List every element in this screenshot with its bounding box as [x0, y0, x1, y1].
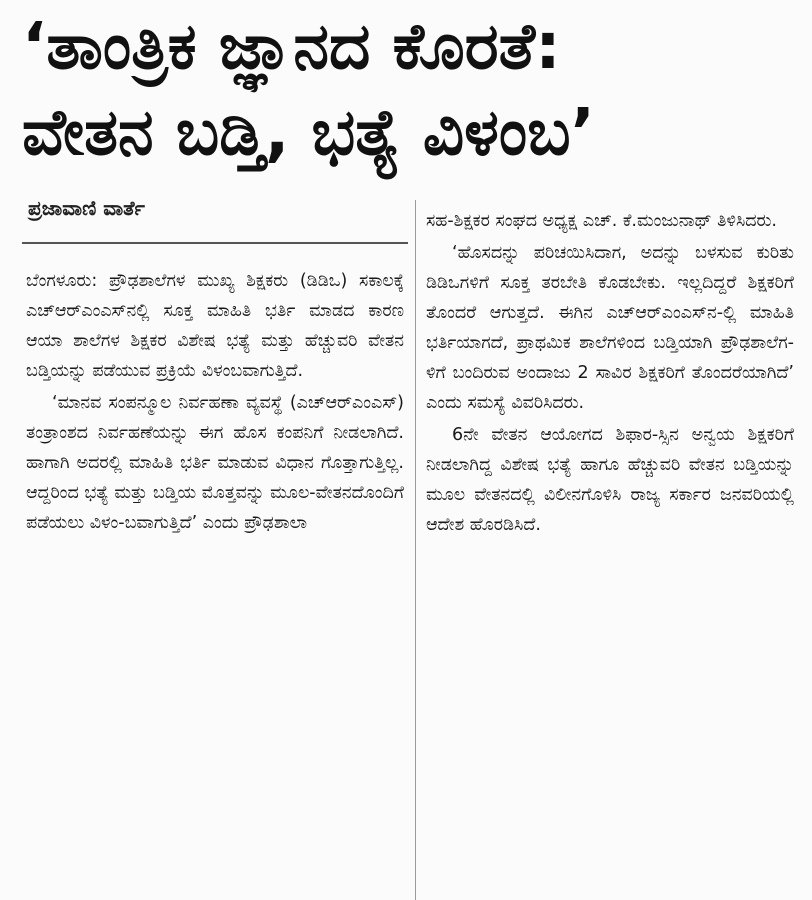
- headline-line-1: ‘ತಾಂತ್ರಿಕ ಜ್ಞಾನದ ಕೊರತೆ:: [22, 10, 561, 84]
- right-paragraph-2: ‘ಹೊಸದನ್ನು ಪರಿಚಯಿಸಿದಾಗ, ಅದನ್ನು ಬಳಸುವ ಕುರಿತು ಡಿಡಿಒಗಳಿಗೆ ಸೂಕ್ತ ತರಬೇತಿ ಕೊಡಬೇಕು. ಇಲ್ಲದಿದ್ದರೆ ಶಿಕ್ಷಕರಿಗೆ ತೊಂದರೆ ಆಗುತ್ತದೆ. ಈಗಿನ ಎಚ್‌ಆರ್‌ಎಂಎಸ್‌ನ-ಲ್ಲಿ ಮಾಹಿತಿ ಭರ್ತಿಯಾಗದೆ, ಪ್ರಾಥಮಿಕ ಶಾಲೆಗಳಿಂದ ಬಡ್ತಿಯಾಗಿ ಪ್ರೌಢಶಾಲೆಗ-ಳಿಗೆ ಬಂದಿರುವ ಅಂದಾಜು 2 ಸಾವಿರ ಶಿಕ್ಷಕರಿಗೆ ತೊಂದರೆಯಾಗಿದೆ’ ಎಂದು ಸಮಸ್ಯೆ ವಿವರಿಸಿದರು.: [426, 243, 794, 413]
- headline: [22, 4, 802, 176]
- left-paragraph-1: ಬೆಂಗಳೂರು: ಪ್ರೌಢಶಾಲೆಗಳ ಮುಖ್ಯ ಶಿಕ್ಷಕರು (ಡಿಡಿಒ) ಸಕಾಲಕ್ಕೆ ಎಚ್‌ಆರ್‌ಎಂಎಸ್‌ನಲ್ಲಿ ಸೂಕ್ತ ಮಾಹಿತಿ ಭರ್ತಿ ಮಾಡದ ಕಾರಣ ಆಯಾ ಶಾಲೆಗಳ ಶಿಕ್ಷಕರ ವಿಶೇಷ ಭತ್ಯೆ ಮತ್ತು ಹೆಚ್ಚುವರಿ ವೇತನ ಬಡ್ತಿಯನ್ನು ಪಡೆಯುವ ಪ್ರಕ್ರಿಯೆ ವಿಳಂಬವಾಗುತ್ತಿದೆ.: [26, 271, 404, 381]
- right-column: [426, 206, 794, 540]
- right-paragraph-1: ಸಹ-ಶಿಕ್ಷಕರ ಸಂಘದ ಅಧ್ಯಕ್ಷ ಎಚ್. ಕೆ.ಮಂಜುನಾಥ್ ತಿಳಿಸಿದರು.: [426, 211, 777, 231]
- right-paragraph-3: 6ನೇ ವೇತನ ಆಯೋಗದ ಶಿಫಾರ-ಸ್ಸಿನ ಅನ್ವಯ ಶಿಕ್ಷಕರಿಗೆ ನೀಡಲಾಗಿದ್ದ ವಿಶೇಷ ಭತ್ಯೆ ಹಾಗೂ ಹೆಚ್ಚುವರಿ ವೇತನ ಬಡ್ತಿಯನ್ನು ಮೂಲ ವೇತನದಲ್ಲಿ ವಿಲೀನಗೊಳಿಸಿ ರಾಜ್ಯ ಸರ್ಕಾರ ಜನವರಿಯಲ್ಲಿ ಆದೇಶ ಹೊರಡಿಸಿದೆ.: [426, 425, 794, 535]
- headline-line-2: ವೇತನ ಬಡ್ತಿ, ಭತ್ಯೆ ವಿಳಂಬ’: [22, 96, 595, 170]
- left-column: [26, 266, 404, 538]
- left-paragraph-2: ‘ಮಾನವ ಸಂಪನ್ಮೂಲ ನಿರ್ವಹಣಾ ವ್ಯವಸ್ಥೆ (ಎಚ್‌ಆರ್‌ಎಂಎಸ್) ತಂತ್ರಾಂಶದ ನಿರ್ವಹಣೆಯನ್ನು ಈಗ ಹೊಸ ಕಂಪನಿಗೆ ನೀಡಲಾಗಿದೆ. ಹಾಗಾಗಿ ಅದರಲ್ಲಿ ಮಾಹಿತಿ ಭರ್ತಿ ಮಾಡುವ ವಿಧಾನ ಗೊತ್ತಾಗುತ್ತಿಲ್ಲ. ಆದ್ದರಿಂದ ಭತ್ಯೆ ಮತ್ತು ಬಡ್ತಿಯ ಮೊತ್ತವನ್ನು ಮೂಲ-ವೇತನದೊಂದಿಗೆ ಪಡೆಯಲು ವಿಳಂ-ಬವಾಗುತ್ತಿದೆ’ ಎಂದು ಪ್ರೌಢಶಾಲಾ: [26, 393, 404, 533]
- byline: ಪ್ರಜಾವಾಣಿ ವಾರ್ತೆ: [28, 196, 145, 220]
- column-divider: [415, 200, 416, 900]
- byline-divider: [22, 242, 408, 244]
